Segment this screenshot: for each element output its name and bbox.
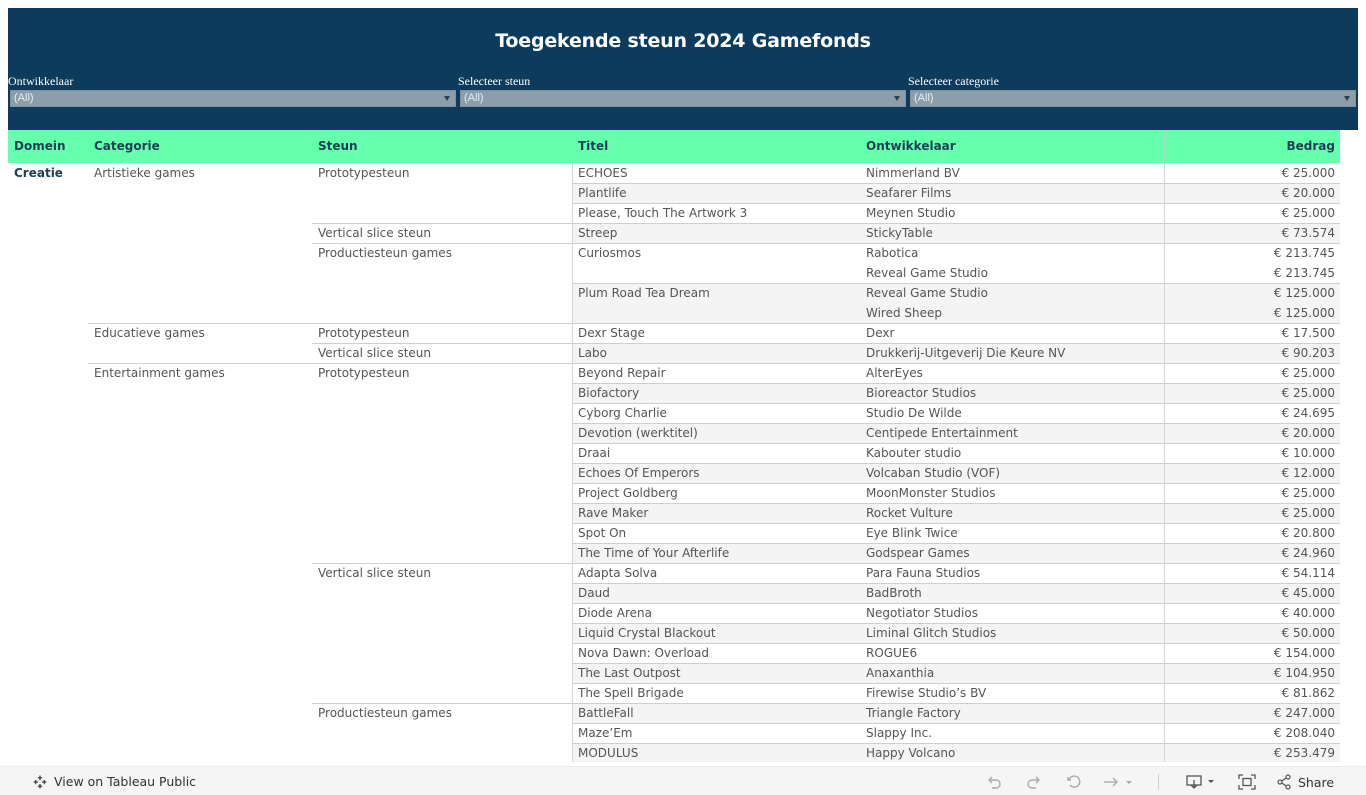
titel-cell: Draai [578, 446, 611, 460]
titel-cell: Maze’Em [578, 726, 633, 740]
titel-cell: Liquid Crystal Blackout [578, 626, 716, 640]
bedrag-cell: € 81.862 [1281, 686, 1335, 700]
filter-label: Ontwikkelaar [8, 74, 74, 88]
fullscreen-button[interactable] [1238, 772, 1256, 792]
bedrag-cell: € 12.000 [1281, 466, 1335, 480]
column-header-domein[interactable]: Domein [14, 139, 66, 153]
chevron-down-icon [894, 96, 900, 101]
bedrag-cell: € 25.000 [1281, 366, 1335, 380]
steun-cell: Prototypesteun [318, 166, 410, 180]
steun-cell: Productiesteun games [318, 246, 452, 260]
bedrag-cell: € 10.000 [1281, 446, 1335, 460]
dashboard-title: Toegekende steun 2024 Gamefonds [495, 30, 871, 52]
ontwikkelaar-cell: Nimmerland BV [866, 166, 960, 180]
ontwikkelaar-cell: Dexr [866, 326, 895, 340]
data-table[interactable] [8, 130, 1340, 762]
titel-cell: Curiosmos [578, 246, 642, 260]
ontwikkelaar-cell: Reveal Game Studio [866, 286, 988, 300]
ontwikkelaar-cell: Volcaban Studio (VOF) [866, 466, 1001, 480]
filter-ontwikkelaar-select[interactable] [10, 90, 456, 107]
ontwikkelaar-cell: Studio De Wilde [866, 406, 962, 420]
titel-cell: Plantlife [578, 186, 627, 200]
titel-cell: Adapta Solva [578, 566, 658, 580]
ontwikkelaar-cell: MoonMonster Studios [866, 486, 996, 500]
filter-categorie-select[interactable] [910, 90, 1356, 107]
titel-cell: Daud [578, 586, 610, 600]
filter-value: (All) [914, 92, 934, 104]
bedrag-cell: € 90.203 [1281, 346, 1335, 360]
refresh-icon [1102, 774, 1132, 790]
view-on-tableau-link[interactable] [32, 773, 196, 791]
titel-cell: Labo [578, 346, 607, 360]
column-header-ontwikkelaar[interactable]: Ontwikkelaar [866, 139, 956, 153]
titel-cell: The Spell Brigade [578, 686, 684, 700]
bedrag-cell: € 247.000 [1273, 706, 1335, 720]
column-divider [1164, 130, 1165, 163]
ontwikkelaar-cell: Happy Volcano [866, 746, 956, 760]
bedrag-cell: € 45.000 [1281, 586, 1335, 600]
ontwikkelaar-cell: Slappy Inc. [866, 726, 933, 740]
ontwikkelaar-cell: Negotiator Studios [866, 606, 978, 620]
ontwikkelaar-cell: Triangle Factory [866, 706, 961, 720]
bedrag-cell: € 25.000 [1281, 206, 1335, 220]
bedrag-cell: € 208.040 [1273, 726, 1335, 740]
bedrag-cell: € 20.000 [1281, 426, 1335, 440]
bedrag-cell: € 20.800 [1281, 526, 1335, 540]
steun-cell: Vertical slice steun [318, 226, 431, 240]
titel-cell: Rave Maker [578, 506, 649, 520]
bedrag-cell: € 17.500 [1281, 326, 1335, 340]
chevron-down-icon [444, 96, 450, 101]
chevron-down-icon [1344, 96, 1350, 101]
titel-cell: Streep [578, 226, 618, 240]
revert-button[interactable] [1066, 772, 1082, 792]
steun-cell: Productiesteun games [318, 706, 452, 720]
titel-cell: Nova Dawn: Overload [578, 646, 709, 660]
bedrag-cell: € 50.000 [1281, 626, 1335, 640]
tableau-link-label: View on Tableau Public [54, 774, 197, 789]
titel-cell: Echoes Of Emperors [578, 466, 700, 480]
table-header [8, 130, 1340, 163]
download-button[interactable] [1186, 772, 1216, 792]
undo-icon [986, 774, 1002, 790]
bedrag-cell: € 213.745 [1273, 246, 1335, 260]
ontwikkelaar-cell: Meynen Studio [866, 206, 956, 220]
bedrag-cell: € 20.000 [1281, 186, 1335, 200]
titel-cell: Devotion (werktitel) [578, 426, 698, 440]
ontwikkelaar-cell: Drukkerij-Uitgeverij Die Keure NV [866, 346, 1066, 360]
steun-cell: Prototypesteun [318, 366, 410, 380]
bedrag-cell: € 104.950 [1273, 666, 1335, 680]
titel-cell: The Time of Your Afterlife [578, 546, 730, 560]
ontwikkelaar-cell: Eye Blink Twice [866, 526, 958, 540]
column-header-categorie[interactable]: Categorie [94, 139, 160, 153]
column-divider [1164, 163, 1165, 762]
domain-cell: Creatie [14, 166, 63, 180]
fullscreen-icon [1238, 774, 1256, 790]
titel-cell: Dexr Stage [578, 326, 645, 340]
filter-ontwikkelaar [8, 74, 458, 107]
titel-cell: Beyond Repair [578, 366, 666, 380]
ontwikkelaar-cell: Godspear Games [866, 546, 970, 560]
column-header-steun[interactable]: Steun [318, 139, 358, 153]
column-header-bedrag[interactable]: Bedrag [1286, 139, 1335, 153]
bedrag-cell: € 54.114 [1281, 566, 1335, 580]
column-divider [572, 163, 573, 762]
ontwikkelaar-cell: Rabotica [866, 246, 919, 260]
steun-cell: Prototypesteun [318, 326, 410, 340]
filter-value: (All) [464, 92, 484, 104]
ontwikkelaar-cell: Wired Sheep [866, 306, 943, 320]
ontwikkelaar-cell: Anaxanthia [866, 666, 935, 680]
ontwikkelaar-cell: StickyTable [866, 226, 933, 240]
revert-icon [1066, 774, 1082, 790]
ontwikkelaar-cell: Kabouter studio [866, 446, 962, 460]
ontwikkelaar-cell: Firewise Studio’s BV [866, 686, 987, 700]
tableau-toolbar [0, 766, 1366, 795]
bedrag-cell: € 125.000 [1273, 286, 1335, 300]
titel-cell: Please, Touch The Artwork 3 [578, 206, 748, 220]
bedrag-cell: € 125.000 [1273, 306, 1335, 320]
filter-label: Selecteer categorie [908, 74, 999, 88]
filter-steun [458, 74, 908, 107]
share-button[interactable] [1276, 773, 1334, 791]
bedrag-cell: € 24.695 [1281, 406, 1335, 420]
ontwikkelaar-cell: Seafarer Films [866, 186, 952, 200]
ontwikkelaar-cell: Rocket Vulture [866, 506, 953, 520]
ontwikkelaar-cell: AlterEyes [866, 366, 923, 380]
bedrag-cell: € 25.000 [1281, 386, 1335, 400]
bedrag-cell: € 25.000 [1281, 166, 1335, 180]
column-header-titel[interactable]: Titel [578, 139, 609, 153]
bedrag-cell: € 154.000 [1273, 646, 1335, 660]
share-label: Share [1298, 774, 1335, 790]
redo-button[interactable] [1026, 772, 1042, 792]
category-cell: Artistieke games [94, 166, 195, 180]
toolbar-divider [1158, 774, 1159, 790]
titel-cell: Diode Arena [578, 606, 652, 620]
bedrag-cell: € 24.960 [1281, 546, 1335, 560]
titel-cell: Project Goldberg [578, 486, 678, 500]
filter-label: Selecteer steun [458, 74, 531, 88]
ontwikkelaar-cell: Para Fauna Studios [866, 566, 981, 580]
titel-cell: Biofactory [578, 386, 640, 400]
steun-cell: Vertical slice steun [318, 346, 431, 360]
filter-steun-select[interactable] [460, 90, 906, 107]
filter-categorie [908, 74, 1358, 107]
titel-cell: Spot On [578, 526, 627, 540]
bedrag-cell: € 253.479 [1273, 746, 1335, 760]
download-icon [1186, 774, 1216, 790]
bedrag-cell: € 213.745 [1273, 266, 1335, 280]
ontwikkelaar-cell: Centipede Entertainment [866, 426, 1018, 440]
titel-cell: Plum Road Tea Dream [578, 286, 710, 300]
dashboard-header [8, 8, 1358, 130]
steun-cell: Vertical slice steun [318, 566, 431, 580]
titel-cell: BattleFall [578, 706, 634, 720]
ontwikkelaar-cell: Bioreactor Studios [866, 386, 977, 400]
bedrag-cell: € 40.000 [1281, 606, 1335, 620]
titel-cell: Cyborg Charlie [578, 406, 667, 420]
category-cell: Educatieve games [94, 326, 205, 340]
undo-button[interactable] [986, 772, 1002, 792]
ontwikkelaar-cell: Reveal Game Studio [866, 266, 988, 280]
ontwikkelaar-cell: ROGUE6 [866, 646, 918, 660]
category-cell: Entertainment games [94, 366, 225, 380]
refresh-button[interactable] [1102, 772, 1132, 792]
titel-cell: ECHOES [578, 166, 628, 180]
titel-cell: The Last Outpost [578, 666, 681, 680]
share-icon [1276, 774, 1292, 790]
bedrag-cell: € 25.000 [1281, 486, 1335, 500]
filter-value: (All) [14, 92, 34, 104]
ontwikkelaar-cell: Liminal Glitch Studios [866, 626, 997, 640]
tableau-logo-icon [32, 774, 48, 790]
bedrag-cell: € 73.574 [1281, 226, 1335, 240]
titel-cell: MODULUS [578, 746, 639, 760]
ontwikkelaar-cell: BadBroth [866, 586, 922, 600]
redo-icon [1026, 774, 1042, 790]
bedrag-cell: € 25.000 [1281, 506, 1335, 520]
